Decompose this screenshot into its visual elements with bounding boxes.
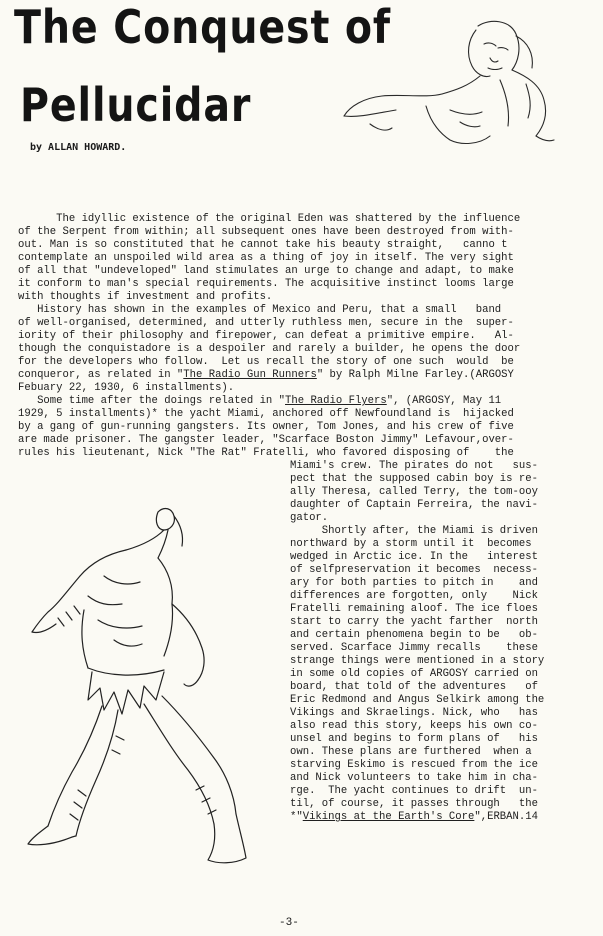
text-line: ary for both parties to pitch in and [290,577,538,589]
text-line: board, that told of the adventures of [290,681,538,693]
text-line: by a gang of gun-running gangsters. Its owner, Tom Jones, and his crew of five [18,421,514,433]
text-line: gator. [290,512,329,524]
text-line: The idyllic existence of the original Eden was shattered by the influence [18,213,521,225]
text-line: out. Man is so constituted that he cannot take his beauty straight, canno t [18,239,508,251]
text-line: conqueror, as related in "The Radio Gun Runners" by Ralph Milne Farley.(ARGOSY [18,369,514,381]
text-line: ally Theresa, called Terry, the tom-ooy [290,486,538,498]
text-line: starving Eskimo is rescued from the ice [290,759,538,771]
text-line: Some time after the doings related in "The Radio Flyers", (ARGOSY, May 11 [18,395,502,407]
text-line: with thoughts if investment and profits. [18,291,273,303]
story-title: The Radio Flyers [285,395,387,407]
text-line: Fratelli remaining aloof. The ice floes [290,603,538,615]
text-line: of the Serpent from within; all subsequent ones have been destroyed from with- [18,226,514,238]
text-line: differences are forgotten, only Nick [290,590,538,602]
woman-face-illustration [330,14,560,154]
text-line: in some old copies of ARGOSY carried on [290,668,538,680]
text-line: Miami's crew. The pirates do not sus- [290,460,538,472]
text-line: strange things were mentioned in a story [290,655,545,667]
text-line: wedged in Arctic ice. In the interest [290,551,538,563]
text-line: start to carry the yacht farther north [290,616,538,628]
text-line: contemplate an unspoiled wild area as a thing of joy in itself. The very sight [18,252,514,264]
story-title: The Radio Gun Runners [183,369,317,381]
text-line: iority of their philosophy and firepower, can defeat a primitive empire. Al- [18,330,514,342]
title-line-2: Pellucidar [20,78,252,132]
text-line: of selfpreservation it becomes necess- [290,564,538,576]
text-line: daughter of Captain Ferreira, the navi- [290,499,538,511]
text-line: Vikings and Skraelings. Nick, who has [290,707,538,719]
story-title: Vikings at the Earth's Core [302,811,475,823]
text-line: of well-organised, determined, and utterly ruthless men, secure in the super- [18,317,514,329]
text-line: *"Vikings at the Earth's Core",ERBAN.14 [290,811,538,823]
text-line: Eric Redmond and Angus Selkirk among the [290,694,545,706]
text-line: also read this story, keeps his own co- [290,720,538,732]
text-line: and certain phenomena begin to be ob- [290,629,538,641]
byline: by ALLAN HOWARD. [30,142,127,153]
text-line: served. Scarface Jimmy recalls these [290,642,538,654]
text-line: for the developers who follow. Let us recall the story of one such would be [18,356,514,368]
text-line: it conform to man's special requirements. The acquisitive instinct looms large [18,278,514,290]
text-line: though the conquistadore is a despoiler and rarely a builder, he opens the door [18,343,521,355]
text-line: unsel and begins to form plans of his [290,733,538,745]
text-line: and Nick volunteers to take him in cha- [290,772,538,784]
text-line: History has shown in the examples of Mexico and Peru, that a small band [18,304,502,316]
text-line: rules his lieutenant, Nick "The Rat" Fratelli, who favored disposing of the [18,447,514,459]
page-number: -3- [279,917,299,929]
text-line: of all that "undeveloped" land stimulates an urge to change and adapt, to make [18,265,514,277]
text-line: Shortly after, the Miami is driven [290,525,538,537]
text-line: are made prisoner. The gangster leader, "Scarface Boston Jimmy" Lefavour,over- [18,434,514,446]
text-line: Febuary 22, 1930, 6 installments). [18,382,235,394]
text-line: til, of course, it passes through the [290,798,538,810]
text-line: pect that the supposed cabin boy is re- [290,473,538,485]
text-line: 1929, 5 installments)* the yacht Miami, anchored off Newfoundland is hijacked [18,408,514,420]
text-line: own. These plans are furthered when a [290,746,532,758]
caveman-figure-illustration [18,500,270,900]
title-line-1: The Conquest of [14,0,391,54]
text-line: rge. The yacht continues to drift un- [290,785,538,797]
text-line: northward by a storm until it becomes [290,538,532,550]
